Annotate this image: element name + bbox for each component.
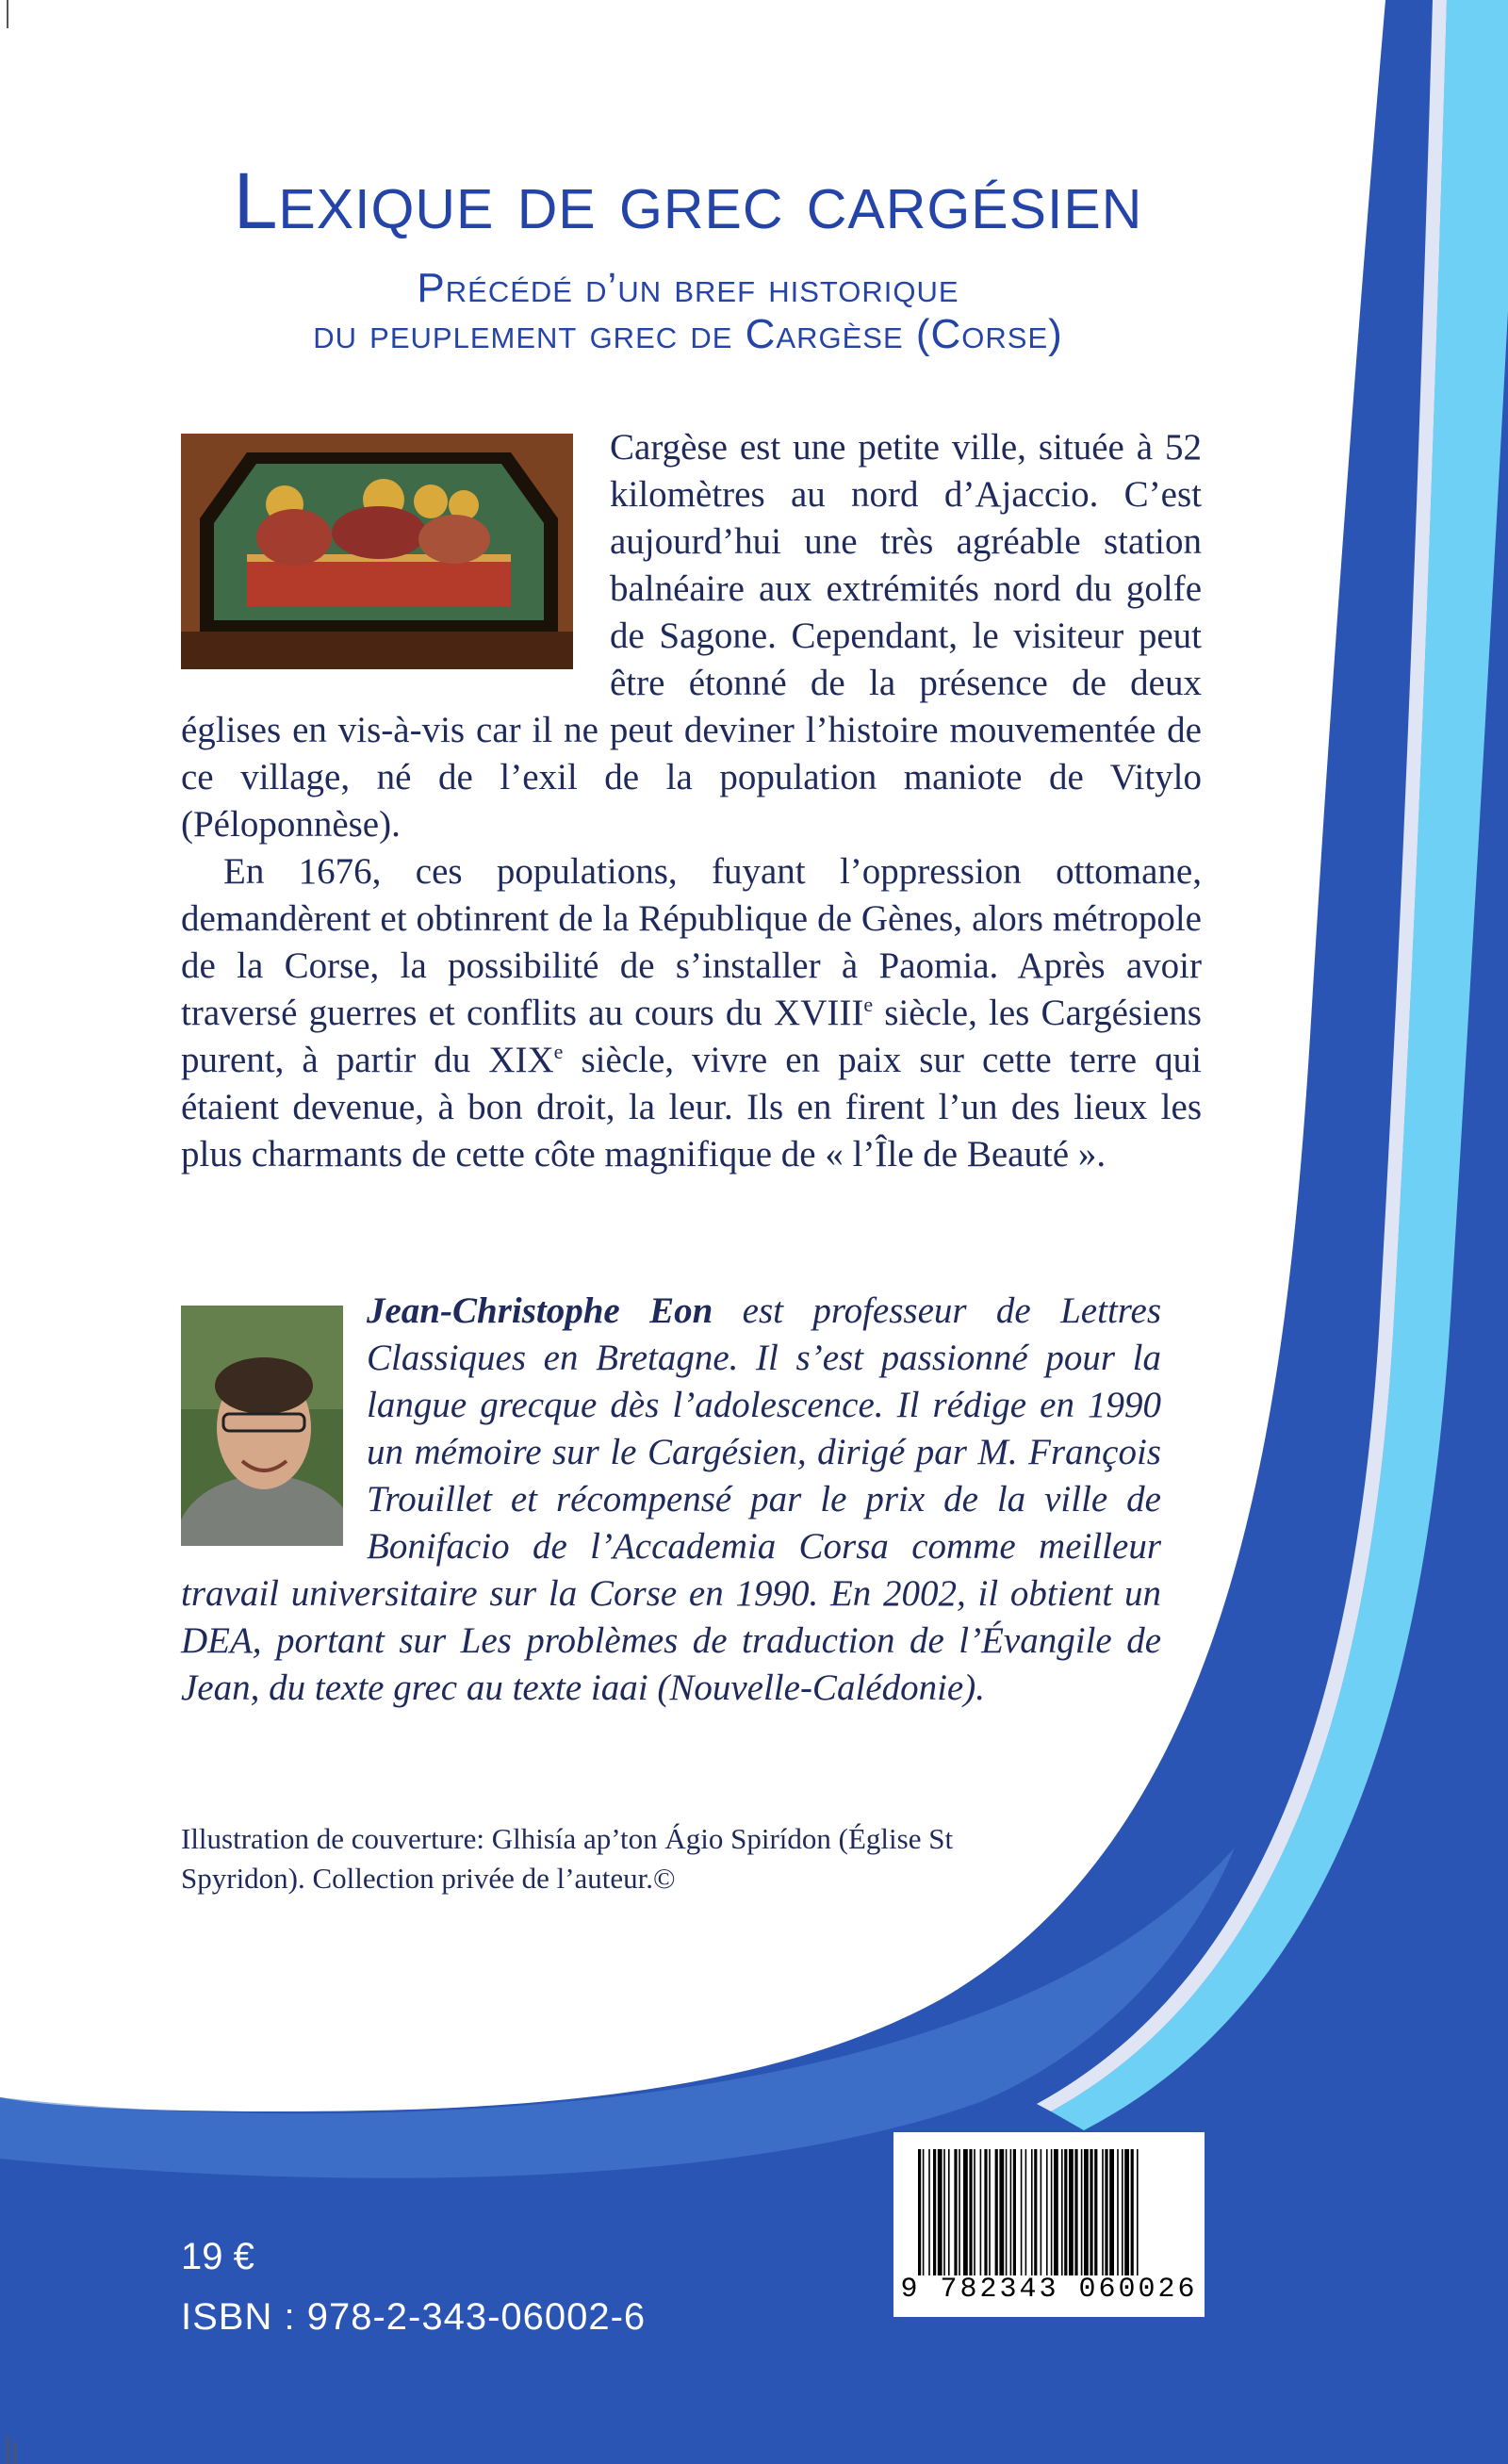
subtitle-line-2: du peuplement grec de Cargèse (Corse) [313, 311, 1063, 357]
barcode-bar [959, 2149, 960, 2275]
book-summary [181, 424, 1202, 1178]
summary-paragraph-2-part-c: siècle, vivre en paix sur cette terre qui étaient devenue, à bon droit, la leur. Ils en firent l’un des lieux les plus charmants de cette côte magnifique de « l’Île de Beauté ». [181, 1040, 1202, 1175]
barcode-bar [1069, 2149, 1074, 2275]
barcode-bar [1046, 2149, 1048, 2275]
barcode-bar [1006, 2149, 1008, 2275]
barcode-bar [1131, 2149, 1134, 2275]
barcode-bar [963, 2149, 968, 2275]
barcode-bar [1122, 2149, 1123, 2275]
isbn: ISBN : 978-2-343-06002-6 [181, 2296, 647, 2338]
barcode-bar [1117, 2149, 1119, 2275]
illustration-spacer [181, 424, 610, 674]
price: 19 € [181, 2236, 254, 2277]
summary-paragraph-2-part-a: En 1676, ces populations, fuyant l’oppression ottomane, demandèrent et obtinrent de la République de Gènes, alors métropole de la Corse, la possibilité de s’installer à Paomia. Après avoir traversé guerres et conflits au cours du XVIII [181, 851, 1202, 1033]
barcode-bar [948, 2149, 950, 2275]
barcode-bar [1081, 2149, 1083, 2275]
barcode-bar [933, 2149, 936, 2275]
barcode-bar [1109, 2149, 1114, 2275]
barcode-bar [1137, 2149, 1139, 2275]
barcode-bar [1010, 2149, 1012, 2275]
barcode-bars [916, 2149, 1180, 2275]
barcode-bar [938, 2149, 942, 2275]
subtitle-line-1: Précédé d’un bref historique [417, 265, 959, 311]
barcode-bar [1105, 2149, 1107, 2275]
barcode-bar [928, 2149, 930, 2275]
author-bio [181, 1288, 1161, 1712]
barcode-bar [1074, 2149, 1077, 2275]
summary-paragraph-1: Cargèse est une petite ville, située à 52 kilomètres au nord d’Ajaccio. C’est aujourd’hui une très agréable station balnéaire aux extrémités nord du golfe de Sagone. Cependant, le visiteur peut être étonné de la présence de deux églises en vis-à-vis car il ne peut deviner l’histoire mouvementée de ce village, né de l’exil de la population maniote de Vitylo (Péloponnèse). [181, 427, 1202, 845]
barcode-bar [1084, 2149, 1089, 2275]
barcode-bar [1025, 2149, 1027, 2275]
barcode-bar [1102, 2149, 1104, 2275]
barcode-bar [954, 2149, 957, 2275]
cover-illustration-credit: Illustration de couverture: Glhisía ap’ton Ágio Spirídon (Église St Spyridon). Collection privée de l’auteur.© [181, 1822, 954, 1895]
barcode-bar [1021, 2149, 1023, 2275]
barcode [893, 2132, 1205, 2317]
barcode-bar [1041, 2149, 1042, 2275]
barcode-bar [1031, 2149, 1033, 2275]
book-title: Lexique de grec cargésien [233, 156, 1143, 245]
barcode-bar [984, 2149, 987, 2275]
superscript-e: e [863, 993, 874, 1016]
barcode-bar [974, 2149, 975, 2275]
barcode-bar [1064, 2149, 1067, 2275]
author-name: Jean-Christophe Eon [367, 1290, 713, 1331]
barcode-bar [995, 2149, 998, 2275]
barcode-bar [1061, 2149, 1063, 2275]
barcode-bar [1051, 2149, 1053, 2275]
barcode-bar [1054, 2149, 1058, 2275]
summary-paragraph-2-part-b: siècle, les Cargésiens purent, à partir du XIX [181, 993, 1202, 1080]
superscript-e: e [553, 1040, 564, 1063]
barcode-bar [943, 2149, 945, 2275]
barcode-bar [969, 2149, 972, 2275]
barcode-bar [989, 2149, 991, 2275]
author-bio-text: est professeur de Lettres Classiques en Bretagne. Il s’est passionné pour la langue grecque dès l’adolescence. Il rédige en 1990 un mémoire sur le Cargésien, dirigé par M. François Trouillet et récompensé par le prix de la ville de Bonifacio de l’Accademia Corsa comme meilleur travail universitaire sur la Corse en 1990. En 2002, il obtient un DEA, portant sur Les problèmes de traduction de l’Évangile de Jean, du texte grec au texte iaai (Nouvelle-Calédonie). [181, 1290, 1161, 1708]
barcode-bar [923, 2149, 925, 2275]
summary-paragraph-2 [181, 848, 1202, 1178]
barcode-bar [1034, 2149, 1037, 2275]
barcode-bar [1124, 2149, 1129, 2275]
barcode-bar [980, 2149, 982, 2275]
barcode-bar [1090, 2149, 1092, 2275]
barcode-digits: 9 782343 060026 [900, 2274, 1198, 2306]
barcode-bar [1013, 2149, 1016, 2275]
barcode-bar [999, 2149, 1004, 2275]
photo-spacer [181, 1288, 367, 1561]
barcode-bar [918, 2149, 921, 2275]
barcode-bar [1094, 2149, 1097, 2275]
